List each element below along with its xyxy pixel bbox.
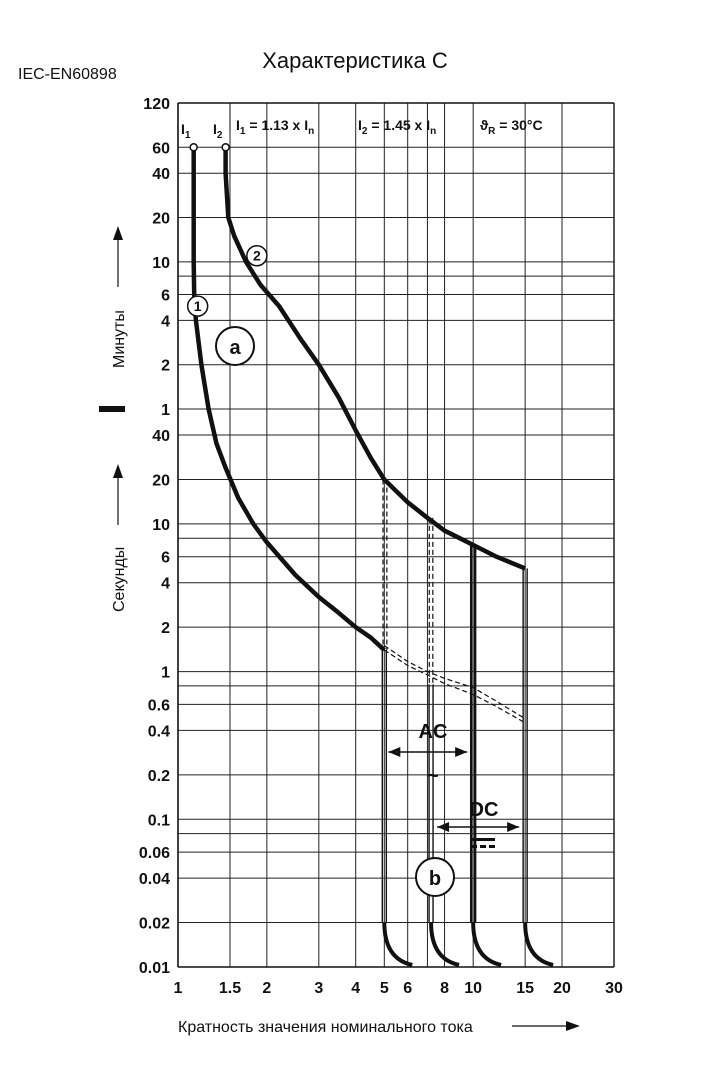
y-tick-label-minutes: 20 — [152, 210, 170, 228]
y-tick-label-seconds: 0.6 — [147, 697, 170, 715]
x-tick-label: 10 — [464, 980, 483, 997]
x-tick-label: 20 — [553, 980, 571, 997]
dc-range-left-arrow-icon — [437, 822, 449, 832]
y-axis-title-minutes: Минуты — [111, 310, 128, 368]
y-tick-label-seconds: 0.02 — [138, 915, 170, 933]
y-tick-label-seconds: 10 — [152, 516, 170, 534]
dc-upper-trip-line-hook — [525, 923, 553, 965]
y-tick-label-minutes: 60 — [152, 140, 170, 158]
i2-marker-label: $I_2$ — [213, 121, 223, 141]
x-tick-label: 4 — [351, 980, 361, 997]
ac-range-left-arrow-icon — [388, 747, 400, 757]
formula-i2: $I_2 = 1.45$ x $I_n$ — [358, 117, 437, 137]
y-tick-label-seconds: 6 — [161, 549, 170, 567]
seconds-arrow-icon — [113, 464, 123, 478]
y-tick-label-seconds: 1 — [161, 664, 170, 682]
x-axis-arrow-icon — [566, 1021, 580, 1031]
x-tick-label: 5 — [379, 980, 389, 997]
chart-title: Характеристика C — [262, 48, 448, 73]
y-tick-label-seconds: 2 — [161, 620, 170, 638]
y-tick-label-minutes: 2 — [161, 357, 170, 375]
y-axis-title-seconds: Секунды — [111, 546, 128, 612]
y-tick-label-seconds: 0.06 — [138, 845, 170, 863]
curve-1-dashed-ext-2 — [384, 646, 525, 719]
y-tick-label-minutes: 10 — [152, 254, 170, 272]
y-tick-label-minutes: 6 — [161, 287, 170, 305]
dc-symbol-dash-icon — [480, 845, 486, 848]
minutes-arrow-icon — [113, 226, 123, 240]
curve-2-line — [226, 147, 525, 568]
curve-2-label: 2 — [252, 247, 261, 264]
i2-start-point — [222, 144, 229, 151]
ac-symbol: ~ — [427, 765, 439, 787]
y-tick-label-seconds: 40 — [152, 428, 170, 446]
ambient-temperature: $ϑ_R = 30^\circ C$ — [480, 117, 543, 137]
y-tick-label-minutes: 1 — [161, 402, 170, 419]
ac-upper-trip-hook — [473, 923, 501, 965]
y-tick-label-minutes: 4 — [161, 313, 170, 331]
dc-symbol-dash-icon — [489, 845, 495, 848]
x-tick-label: 2 — [262, 980, 272, 997]
x-tick-label: 15 — [516, 980, 535, 997]
y-tick-label-seconds: 20 — [152, 472, 170, 490]
region-a-label: a — [229, 337, 241, 359]
y-tick-label-seconds: 4 — [161, 575, 170, 593]
y-tick-label-minutes: 40 — [152, 166, 170, 184]
x-tick-label: 30 — [605, 980, 623, 997]
x-tick-label: 1.5 — [218, 980, 242, 997]
dc-symbol-solid-icon — [471, 838, 495, 841]
y-tick-label-seconds: 0.2 — [147, 767, 170, 785]
x-axis-title: Кратность значения номинального тока — [178, 1019, 473, 1036]
ac-label: AC — [418, 721, 448, 743]
formula-i1: $I_1 = 1.13$ x $I_n$ — [236, 117, 315, 137]
y-tick-label-seconds: 0.1 — [147, 812, 170, 830]
region-b-label: b — [428, 868, 442, 890]
x-tick-label: 1 — [173, 980, 183, 997]
y-tick-label-seconds: 0.01 — [138, 960, 170, 977]
y-tick-label-seconds: 0.4 — [147, 723, 170, 741]
curve-1-label: 1 — [193, 298, 202, 315]
unit-divider-bar — [99, 406, 125, 412]
y-tick-label-seconds: 0.04 — [138, 871, 170, 889]
dc-symbol-dash-icon — [471, 845, 477, 848]
i1-marker-label: $I_1$ — [181, 121, 191, 141]
x-tick-label: 8 — [440, 980, 450, 997]
y-tick-label-minutes: 120 — [143, 96, 170, 113]
ac-range-right-arrow-icon — [455, 747, 467, 757]
standard-label: IEC-EN60898 — [18, 66, 117, 83]
dc-label: DC — [469, 799, 499, 821]
i1-start-point — [190, 144, 197, 151]
x-tick-label: 6 — [403, 980, 413, 997]
dc-range-right-arrow-icon — [507, 822, 519, 832]
x-tick-label: 3 — [314, 980, 324, 997]
